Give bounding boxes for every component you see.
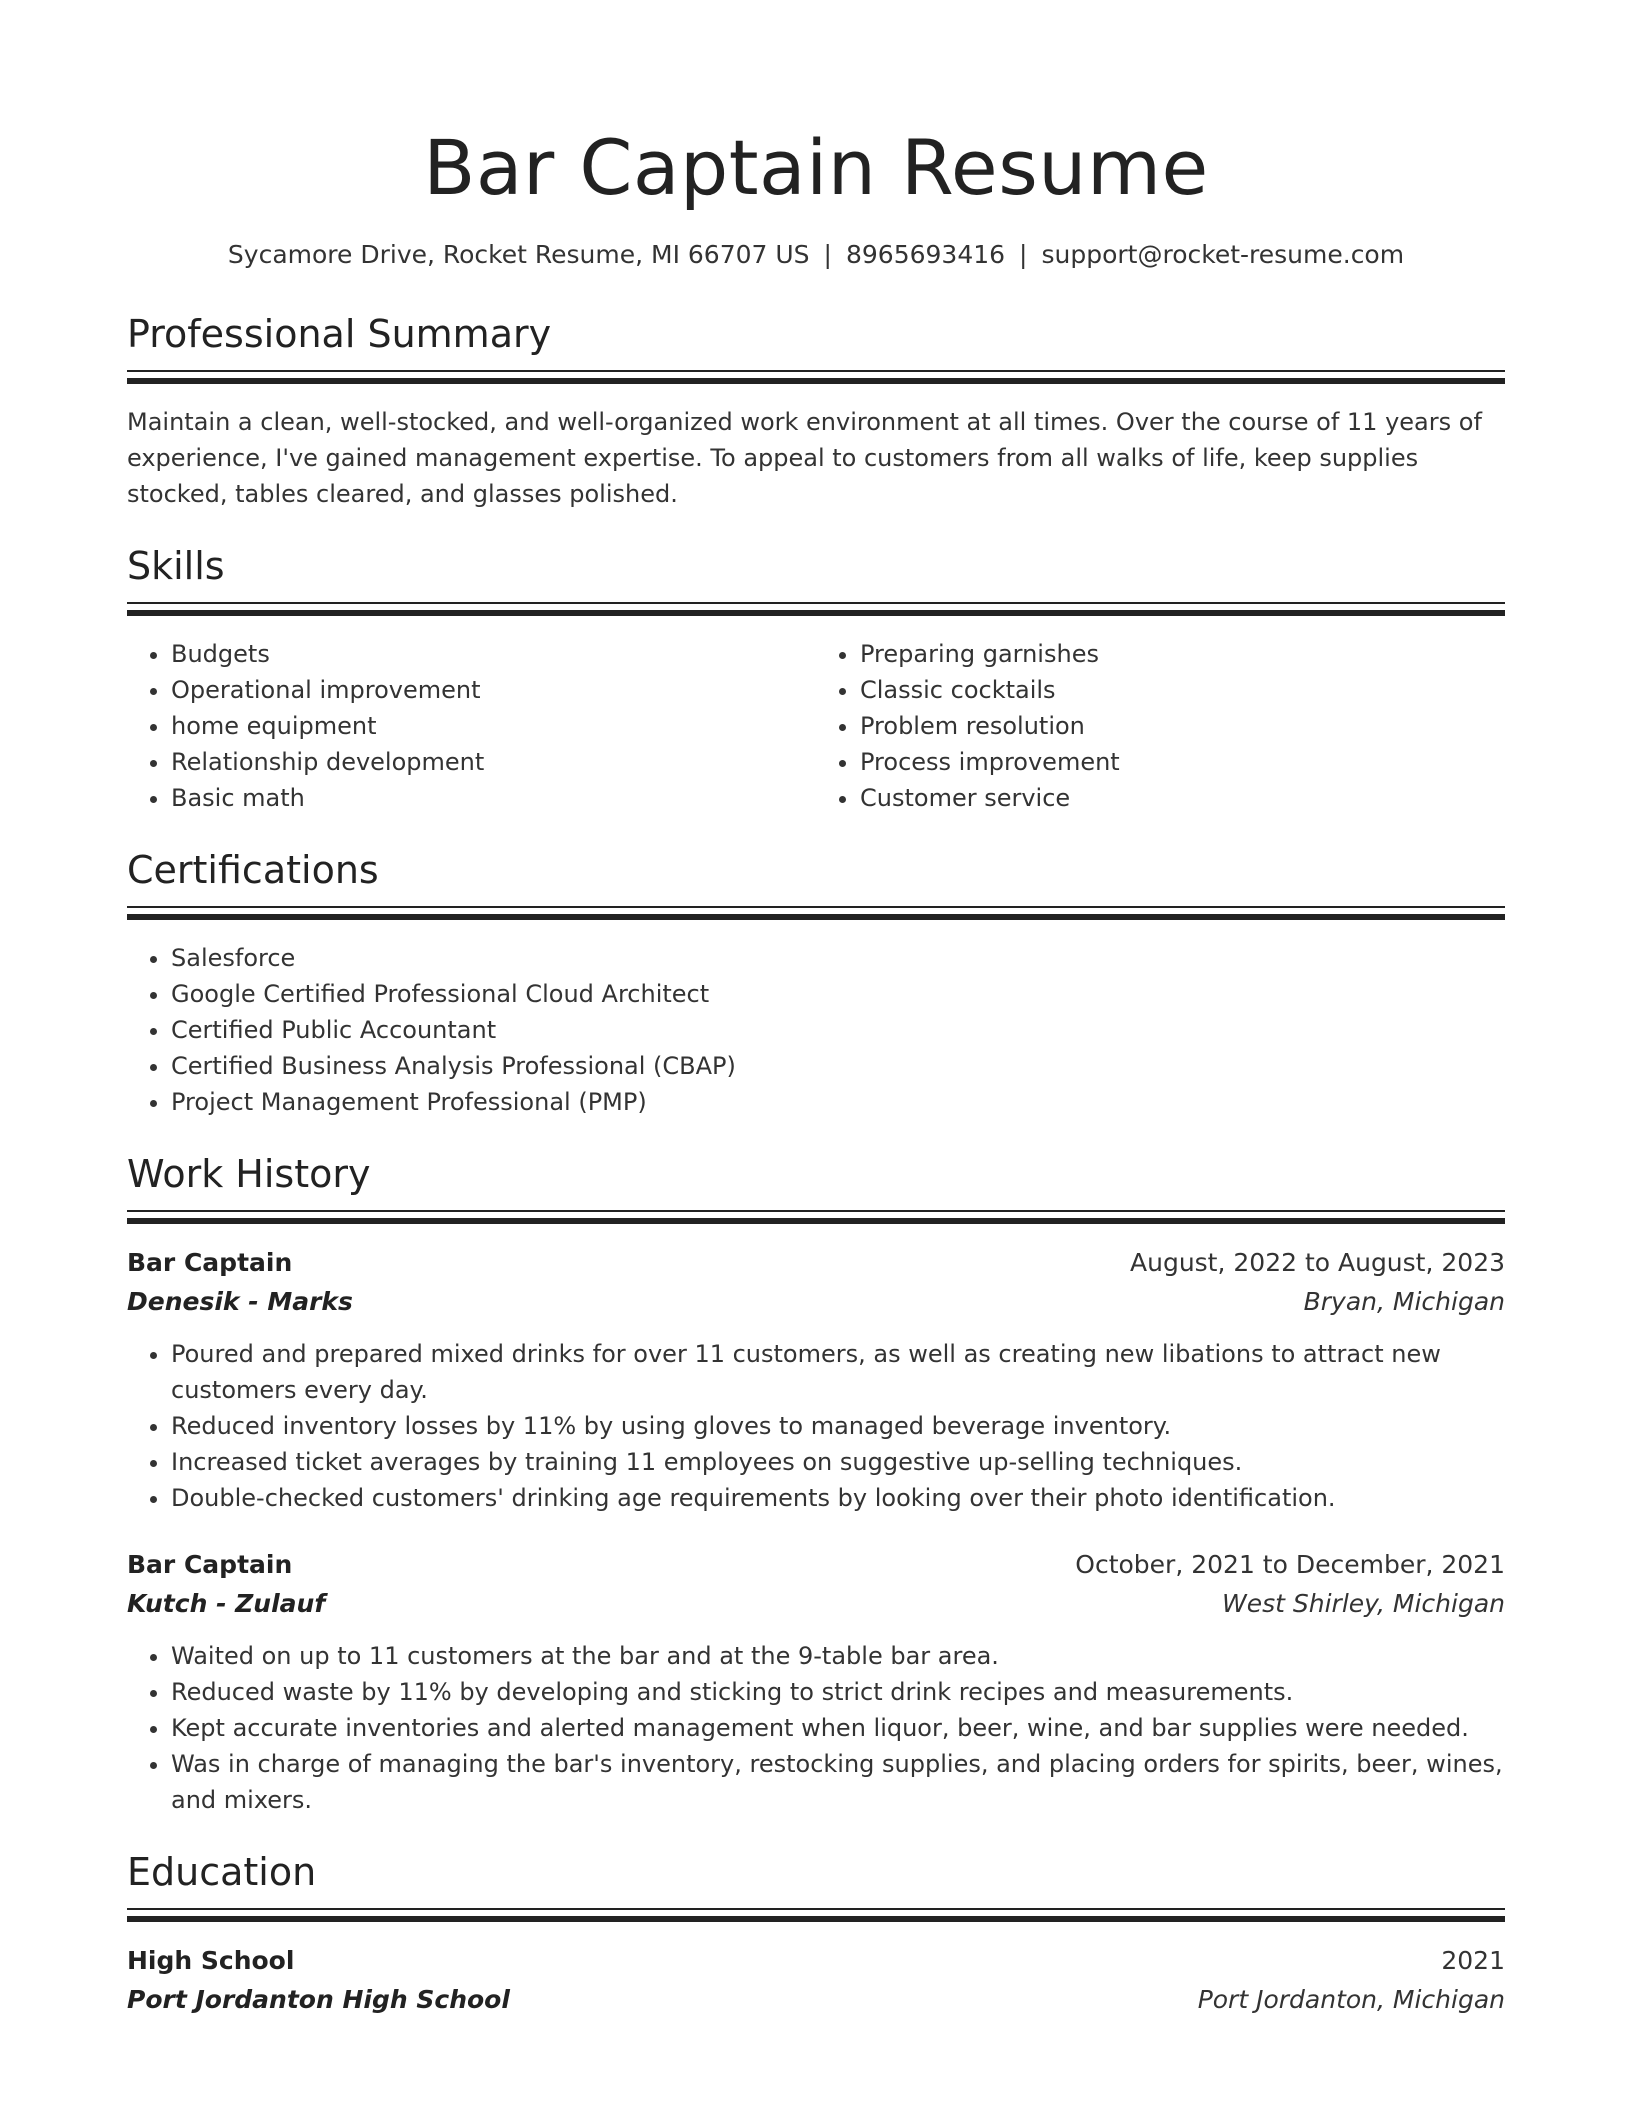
education-year: 2021 — [1441, 1946, 1505, 1975]
section-divider — [127, 602, 1505, 616]
skill-item: • Classic cocktails — [860, 672, 1505, 708]
skills-right-column — [816, 636, 1505, 816]
skills-section — [127, 542, 1505, 816]
job-bullet: • Kept accurate inventories and alerted management when liquor, beer, wine, and bar supplies were needed. — [171, 1710, 1505, 1746]
job-bullet: • Increased ticket averages by training 11 employees on suggestive up-selling techniques. — [171, 1444, 1505, 1480]
job-header — [127, 1244, 1505, 1282]
section-divider — [127, 370, 1505, 384]
job-bullet: • Waited on up to 11 customers at the bar and at the 9-table bar area. — [171, 1638, 1505, 1674]
job-dates: August, 2022 to August, 2023 — [1130, 1248, 1505, 1277]
job-company: Kutch - Zulauf — [127, 1589, 326, 1618]
certification-item: • Certified Business Analysis Professional (CBAP) — [171, 1048, 1505, 1084]
contact-separator: | — [1019, 240, 1028, 269]
job-company: Denesik - Marks — [127, 1287, 353, 1316]
summary-section — [127, 310, 1505, 512]
skill-item: • Customer service — [860, 780, 1505, 816]
job-location: Bryan, Michigan — [1303, 1287, 1505, 1316]
work-history-section — [127, 1150, 1505, 1818]
job-bullet: • Reduced inventory losses by 11% by using gloves to managed beverage inventory. — [171, 1408, 1505, 1444]
certifications-list — [127, 940, 1505, 1120]
job-bullets — [127, 1336, 1505, 1516]
summary-heading: Professional Summary — [127, 312, 552, 356]
job-title: Bar Captain — [127, 1248, 293, 1277]
skill-item: • Problem resolution — [860, 708, 1505, 744]
skill-item: • Budgets — [171, 636, 816, 672]
job-entry — [127, 1546, 1505, 1818]
job-bullet: • Was in charge of managing the bar's inventory, restocking supplies, and placing orders for spirits, beer, wines, and mixers. — [171, 1746, 1505, 1818]
certifications-section — [127, 846, 1505, 1120]
section-divider — [127, 1908, 1505, 1922]
education-heading: Education — [127, 1850, 317, 1894]
job-bullet: • Poured and prepared mixed drinks for over 11 customers, as well as creating new libations to attract new customers every day. — [171, 1336, 1505, 1408]
contact-email: support@rocket-resume.com — [1041, 240, 1405, 269]
resume-title: Bar Captain Resume — [423, 123, 1209, 212]
job-bullet: • Reduced waste by 11% by developing and sticking to strict drink recipes and measurements. — [171, 1674, 1505, 1710]
skill-item: • home equipment — [171, 708, 816, 744]
job-subheader — [127, 1282, 1505, 1322]
job-location: West Shirley, Michigan — [1222, 1589, 1505, 1618]
skill-item: • Relationship development — [171, 744, 816, 780]
education-subheader — [127, 1980, 1505, 2020]
skills-columns — [127, 636, 1505, 816]
job-title: Bar Captain — [127, 1550, 293, 1579]
education-section — [127, 1848, 1505, 2020]
contact-line — [127, 238, 1505, 272]
job-subheader — [127, 1584, 1505, 1624]
education-header — [127, 1942, 1505, 1980]
education-degree: High School — [127, 1946, 295, 1975]
contact-phone: 8965693416 — [845, 240, 1006, 269]
job-header — [127, 1546, 1505, 1584]
section-divider — [127, 906, 1505, 920]
certification-item: • Salesforce — [171, 940, 1505, 976]
skill-item: • Basic math — [171, 780, 816, 816]
education-school: Port Jordanton High School — [127, 1985, 510, 2014]
skills-left-column — [127, 636, 816, 816]
skill-item: • Operational improvement — [171, 672, 816, 708]
section-divider — [127, 1210, 1505, 1224]
job-entry — [127, 1244, 1505, 1516]
contact-address: Sycamore Drive, Rocket Resume, MI 66707 US — [227, 240, 810, 269]
skill-item: • Preparing garnishes — [860, 636, 1505, 672]
certification-item: • Google Certified Professional Cloud Architect — [171, 976, 1505, 1012]
contact-separator: | — [823, 240, 832, 269]
summary-text: Maintain a clean, well-stocked, and well-organized work environment at all times. Over the course of 11 years of experience, I've gained management expertise. To appeal to customers from all walks of life, keep supplies stocked, tables cleared, and glasses polished. — [127, 408, 1482, 508]
certification-item: • Certified Public Accountant — [171, 1012, 1505, 1048]
certification-item: • Project Management Professional (PMP) — [171, 1084, 1505, 1120]
skill-item: • Process improvement — [860, 744, 1505, 780]
skills-list — [816, 636, 1505, 816]
job-bullets — [127, 1638, 1505, 1818]
work-history-heading: Work History — [127, 1152, 371, 1196]
skills-list — [127, 636, 816, 816]
certifications-heading: Certifications — [127, 848, 379, 892]
job-bullet: • Double-checked customers' drinking age requirements by looking over their photo identification. — [171, 1480, 1505, 1516]
skills-heading: Skills — [127, 544, 225, 588]
education-location: Port Jordanton, Michigan — [1197, 1985, 1505, 2014]
job-dates: October, 2021 to December, 2021 — [1075, 1550, 1505, 1579]
